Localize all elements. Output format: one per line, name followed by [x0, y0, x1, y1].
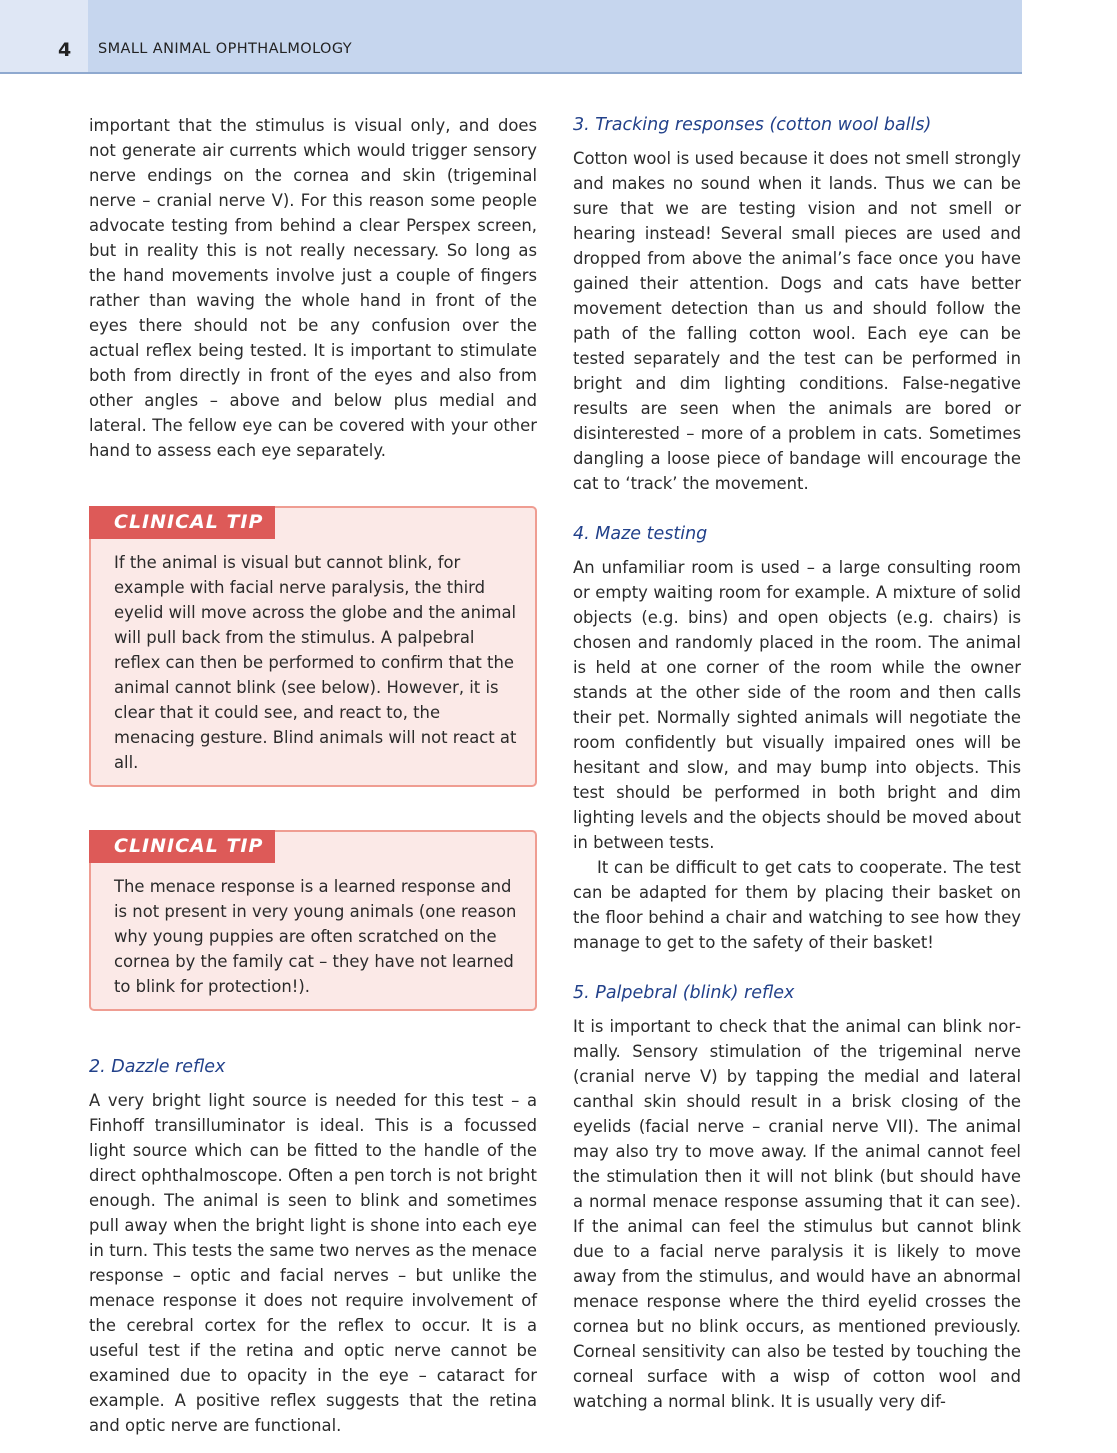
maze-testing-paragraph-2: It can be difficult to get cats to cooperate. The test can be adapted for them by placing their basket on the floor behind a chair and watching to see how they manage to get to the safety of their basket! — [573, 858, 1021, 952]
maze-testing-paragraph-1: An unfamiliar room is used – a large consulting room or empty waiting room for example. A mixture of solid objects (e.g. bins) and open objects (e.g. chairs) is chosen and randomly placed in the room. The animal is held at one corner of the room while the owner stands at the other side of the room and then calls their pet. Normally sighted animals will negotiate the room confidently but visually impaired ones will be hesitant and slow, and may bump into objects. This test should be performed in both bright and dim lighting levels and the objects should be moved about in between tests. — [573, 558, 1021, 852]
palpebral-reflex-paragraph: It is important to check that the animal can blink normally. Sensory stimulation of the trigeminal nerve (cranial nerve V) by tapping the medial and lateral canthal skin should result in a brisk closing of the eyelids (facial nerve – cranial nerve VII). The animal may also try to move away. If the animal cannot feel the stimulation then it will not blink (but should have a normal menace response assuming that it can see). If the animal can feel the stimulus but cannot blink due to a facial nerve paralysis it is likely to move away from the stimulus, and would have an abnormal menace response where the third eyelid crosses the cornea but no blink occurs, as mentioned previously. Corneal sensitivity can also be tested by touching the corneal surface with a wisp of cotton wool and watching a normal blink. It is usually very dif- — [573, 1017, 1021, 1411]
page-number-box — [0, 0, 88, 72]
tracking-responses-paragraph: Cotton wool is used because it does not smell strongly and makes no sound when it lands. Thus we can be sure that we are testing vision and not smell or hearing instead! Several small pieces are used and dropped from above the animal’s face once you have gained their attention. Dogs and cats have better movement detection than us and should follow the path of the falling cotton wool. Each eye can be tested separately and the test can be performed in bright and dim lighting conditions. False-negative results are seen when the animals are bored or disinterested – more of a problem in cats. Sometimes dangling a loose piece of bandage will encourage the cat to ‘track’ the movement. — [573, 149, 1021, 493]
page-header — [0, 0, 1022, 74]
clinical-tip-text: If the animal is visual but cannot blink, for example with facial nerve paralysis, the third eyelid will move across the globe and the animal will pull back from the stimulus. A palpebral reflex can then be performed to confirm that the animal cannot blink (see below). However, it is clear that it could see, and react to, the menacing gesture. Blind animals will not react at all. — [114, 553, 517, 772]
left-column — [89, 113, 537, 1438]
clinical-tip-box-1 — [89, 506, 537, 787]
clinical-tip-label: CLINICAL TIP — [89, 830, 275, 863]
section-heading-tracking-responses: 3. Tracking responses (cotton wool balls) — [573, 115, 932, 135]
right-column — [573, 113, 1021, 1414]
clinical-tip-text: The menace response is a learned response and is not present in very young animals (one reason why young puppies are often scratched on the cornea by the family cat – they have not learned to blink for protection!). — [114, 877, 517, 996]
section-heading-palpebral-reflex: 5. Palpebral (blink) reflex — [573, 983, 795, 1003]
section-heading-dazzle-reflex: 2. Dazzle reflex — [89, 1057, 226, 1077]
clinical-tip-label: CLINICAL TIP — [89, 506, 275, 539]
clinical-tip-box-2 — [89, 830, 537, 1011]
dazzle-reflex-paragraph: A very bright light source is needed for this test – a Finhoff transilluminator is ideal. This is a focussed light source which can be fitted to the handle of the direct ophthalmoscope. Often a pen torch is not bright enough. The animal is seen to blink and sometimes pull away when the bright light is shone into each eye in turn. This tests the same two nerves as the menace response – optic and facial nerves – but unlike the menace response it does not require involvement of the cerebral cortex for the reflex to occur. It is a useful test if the retina and optic nerve cannot be examined due to opacity in the eye – cataract for example. A positive reflex suggests that the retina and optic nerve are functional. — [89, 1091, 537, 1435]
section-heading-maze-testing: 4. Maze testing — [573, 524, 708, 544]
intro-paragraph: important that the stimulus is visual only, and does not generate air currents which would trigger sensory nerve endings on the cornea and skin (trigeminal nerve – cranial nerve V). For this reason some people advocate testing from behind a clear Perspex screen, but in reality this is not really necessary. So long as the hand movements involve just a couple of fingers rather than waving the whole hand in front of the eyes there should not be any confusion over the actual reflex being tested. It is important to stimulate both from directly in front of the eyes and also from other angles – above and below plus medial and lateral. The fellow eye can be covered with your other hand to assess each eye separately. — [89, 116, 537, 460]
running-head: SMALL ANIMAL OPHTHALMOLOGY — [98, 41, 353, 57]
page-number: 4 — [58, 39, 72, 61]
